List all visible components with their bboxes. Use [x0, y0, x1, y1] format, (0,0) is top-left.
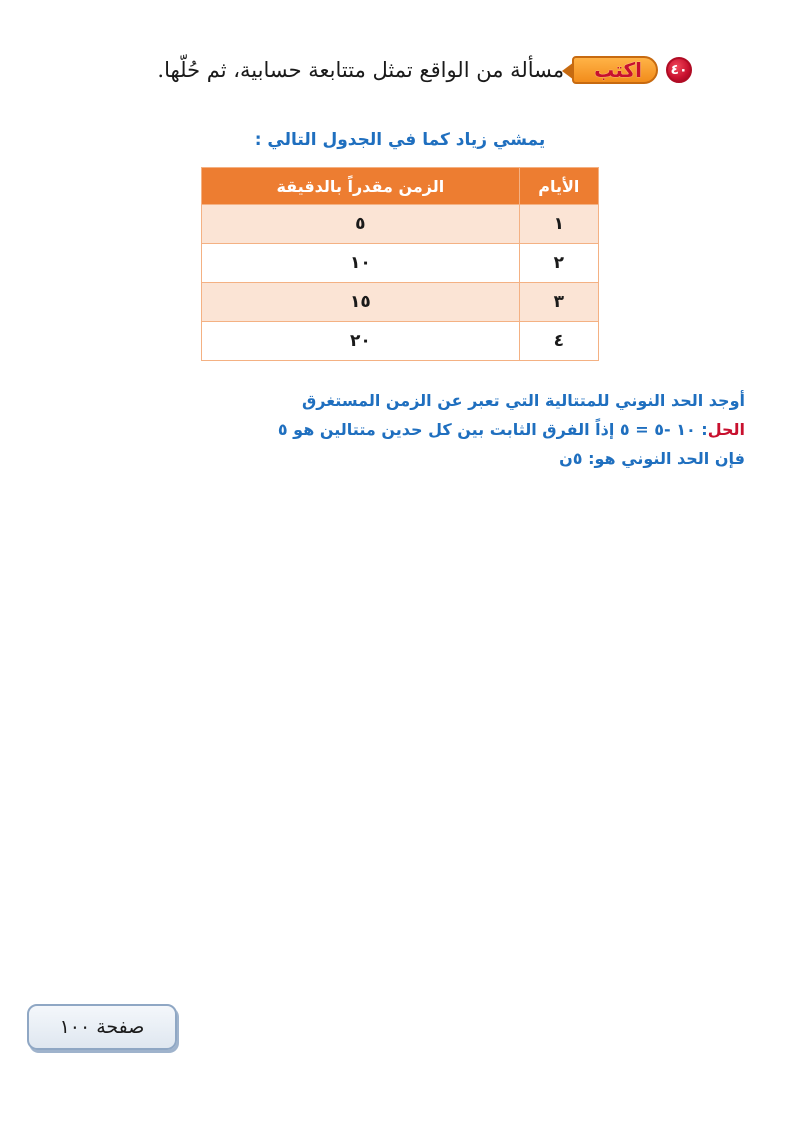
write-badge	[572, 56, 658, 84]
solution-step	[45, 415, 745, 444]
column-header-time: الزمن مقدراً بالدقيقة	[202, 168, 520, 205]
table-cell-day: ٢	[519, 244, 598, 283]
question-text: مسألة من الواقع تمثل متتابعة حسابية، ثم حُلّها.	[157, 58, 565, 82]
solution-label: الحل	[707, 420, 745, 439]
data-table	[201, 167, 599, 361]
table-cell-minutes: ١٠	[202, 244, 520, 283]
question-header	[157, 50, 692, 90]
solution-task: أوجد الحد النوني للمتتالية التي تعبر عن الزمن المستغرق	[302, 391, 745, 410]
table-row	[202, 283, 599, 322]
solution-result: فإن الحد النوني هو: ٥ن	[559, 449, 745, 468]
solution-step-text: : ١٠ -٥ = ٥ إذاً الفرق الثابت بين كل حدين متتالين هو ٥	[277, 420, 708, 439]
column-header-days: الأيام	[519, 168, 598, 205]
write-badge-label: اكتب	[594, 58, 642, 82]
table-intro: يمشي زياد كما في الجدول التالي :	[254, 130, 546, 150]
page-number-box	[27, 1004, 177, 1050]
table-row	[202, 205, 599, 244]
table-cell-day: ٤	[519, 322, 598, 361]
table-cell-day: ٣	[519, 283, 598, 322]
table-header-row	[202, 168, 599, 205]
table-cell-minutes: ١٥	[202, 283, 520, 322]
table-cell-day: ١	[519, 205, 598, 244]
table-row	[202, 244, 599, 283]
table-row	[202, 322, 599, 361]
page-number-label: صفحة ١٠٠	[59, 1016, 145, 1038]
question-number-badge: ٤٠	[666, 57, 692, 83]
table-cell-minutes: ٢٠	[202, 322, 520, 361]
table-cell-minutes: ٥	[202, 205, 520, 244]
solution-block	[45, 386, 745, 473]
